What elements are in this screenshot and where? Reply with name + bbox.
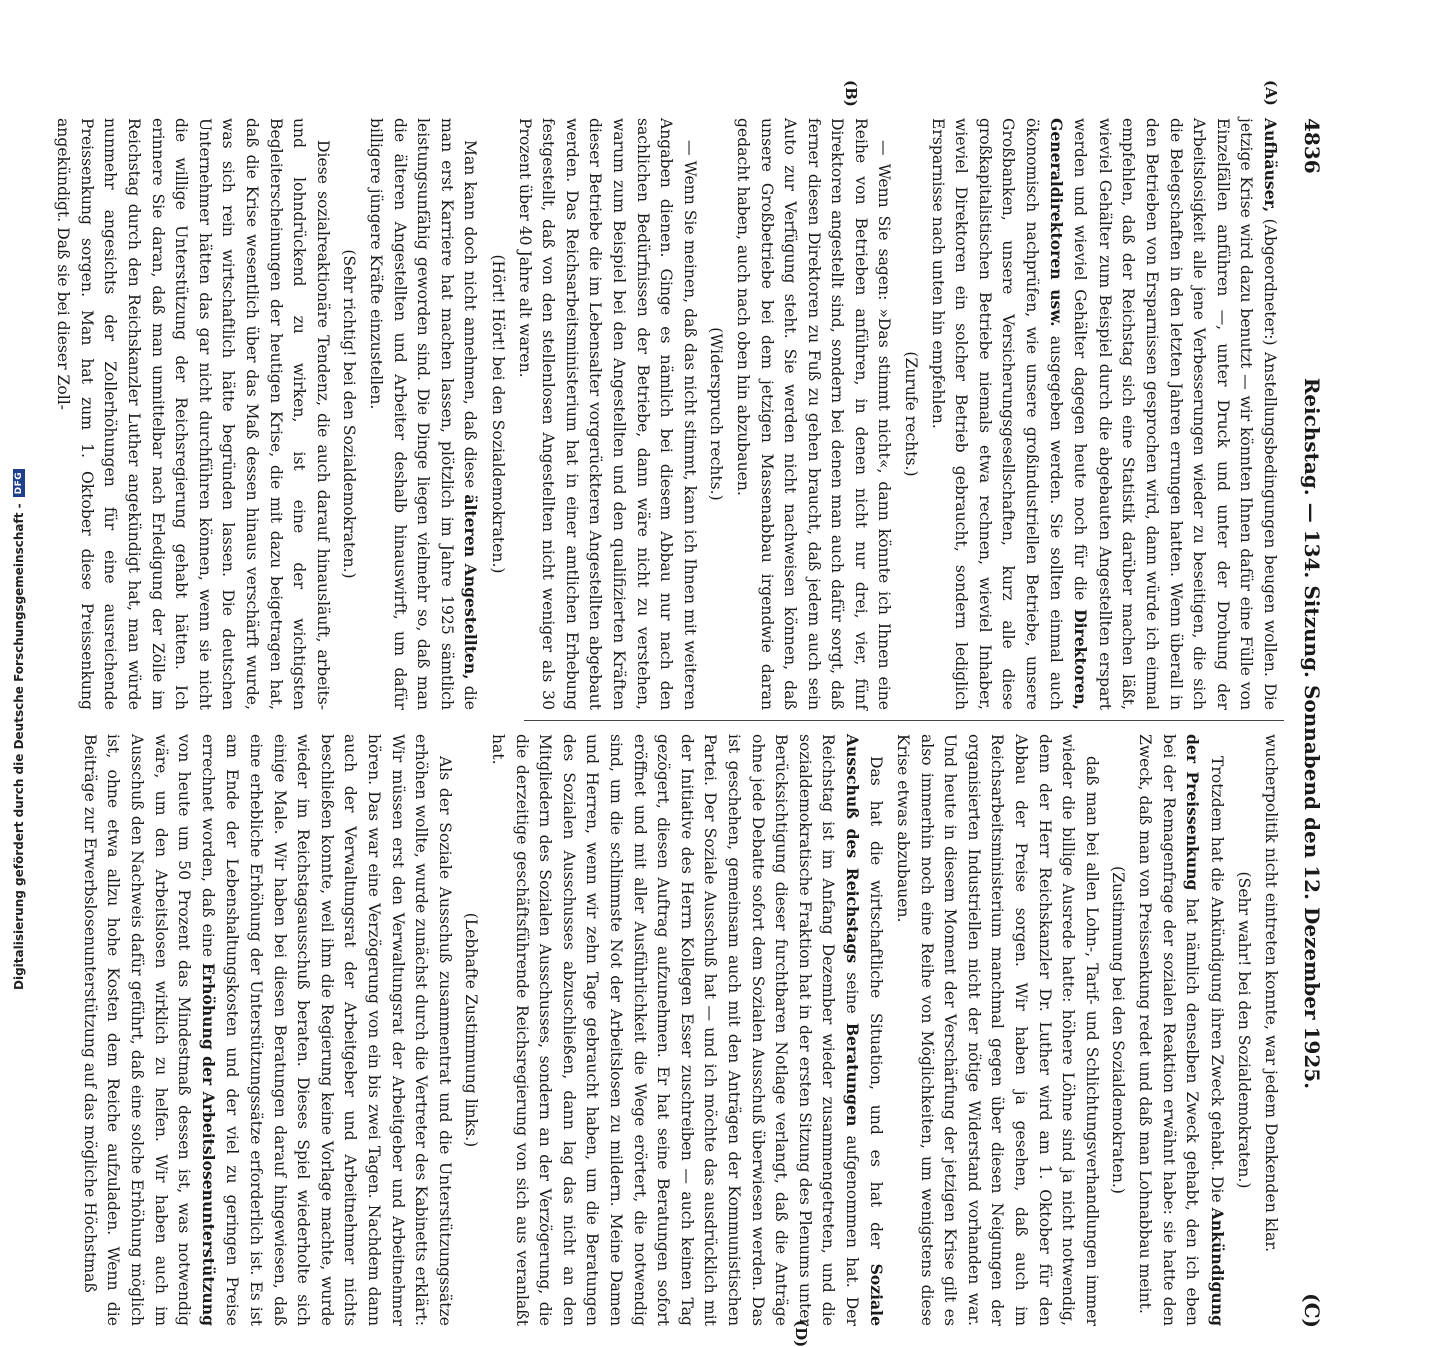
text-run: aufgenommen hat. Der Reichstag ist im Anfang Dezember wieder zusammengetreten, und die sozialdemokratische Fraktion hat in der ersten Sitzung des Plenums unter Berücksichtigung dieser furchtbaren Notlage verlangt, daß die Anträge ohne jede Debatte sofort dem Sozialen Ausschuß überwiesen werden. Das ist geschehen, gemeinsam auch mit den Anträgen der Kommunistischen Partei. Der Soziale Ausschuß hat — und ich möchte das ausdrücklich mit der Initiative des Herrn Kollegen Esser zuschreiben — auch keinen Tag gezögert, diesen Auftrag aufzunehmen. Er hat seine Beratungen sofort eröffnet und mit aller Ausführlichkeit die Wege erörtert, die notwendig sind, um die schlimmste Not der Arbeitslosen zu mildern. Meine Damen und Herren, wenn wir zehn Tage gebraucht haben, um die Beratungen des Sozialen Ausschusses abzuschließen, dann lag das nicht an den Mitgliedern des Sozialen Ausschusses, sondern an der Verzögerung, die die derzeitige geschäftsführende Reichsregierung von sich aus veranlaßt hat.: [489, 734, 861, 1326]
text-run: Als der Soziale Ausschuß zusammentrat und die Unterstützungssätze erhöhen wollte, wurde zunächst durch die Vertreter des Kabinetts erklärt: Wir müssen erst den Verwaltungsrat der Arbeitgeber und Arbeitnehmer hören. Das war eine Verzögerung von ein bis zwei Tagen. Nachdem dann auch der Verwaltungsrat der Arbeitgeber und Arbeitnehmer nichts beschließen konnte, weil ihm die Regierung keine Vorlage machte, wurde wieder im Reichstagsausschuß beraten. Dieses Spiel wiederholte sich einige Male. Wir haben bei diesen Beratungen darauf hingewiesen, daß eine erhebliche Erhöhung der Unterstützungssätze erforderlich ist. Es ist am Ende der Lebenshaltungskosten und der viel zu geringen Preise errechnet worden, daß eine: [198, 734, 454, 1326]
paragraph: [1132, 734, 1228, 1326]
text-run: Man kann doch nicht annehmen, daß diese: [461, 140, 480, 489]
bold-run: Direktoren, Generaldirektoren usw.: [1046, 118, 1091, 710]
margin-mark-d: (D): [792, 1320, 810, 1347]
interjection: (Lebhafte Zustimmung links.): [462, 912, 481, 1148]
paragraph: Aufhäuser, (Abgeordneter:) Anstellungsbedingungen beugen wollen. Die jetzige Krise wird dazu benutzt — wir könnten Ihnen dafür eine Fülle von Einzelfällen anführen —, unter Druck und unter der Drohung der Arbeitslosigkeit alle jene Verbesserungen wieder zu beseitigen, die sich die Belegschaften in den letzten Jahren errungen hatten. Wenn überall in den Betrieben von Ersparnissen gesprochen wird, dann würde ich einmal empfehlen, daß der Reichstag sich eine Statistik darüber machen läßt, wieviel Gehälter zum Beispiel durch die abgebauten Angestellten erspart werden und wieviel Gehälter dagegen heute noch für die Direktoren, Generaldirektoren usw. ausgegeben werden. Sie sollten einmal auch ökonomisch nachprüfen, wie unsere großindustriellen Betriebe, unsere Großbanken, unsere Versicherungsgesellschaften, kurz alle diese großkapitalistischen Betriebe niemals etwa rechnen, wieviel Inhaber, wieviel Direktoren ein solcher Betrieb gebraucht, sondern lediglich Ersparnisse nach unten hin empfehlen.: [928, 118, 1280, 710]
paragraph: [77, 734, 456, 1326]
dfg-logo: DFG: [13, 469, 25, 498]
text-run: Das hat die wirtschaftliche Situation, und es hat der: [867, 756, 886, 1249]
left-column: [54, 118, 1282, 710]
text-run: die man erst Karriere hat machen lassen, plötzlich im Jahre 1925 sämtlich leistungsunfähig geworden sind. Die Dinge liegen vielmehr so, daß man die älteren Angestellten und Arbeiter deshalb hinauswirft, um dafür billigere jüngere Kräfte einzustellen.: [367, 118, 480, 710]
interjection: (Hört! Hört! bei den Sozialdemokraten.): [489, 254, 507, 574]
text-run: seine: [842, 972, 861, 1014]
page-number: 4836: [1300, 118, 1324, 174]
page-header: [1292, 118, 1324, 1328]
rotated-page: [54, 80, 1330, 1347]
bold-run: Erhöhung der Arbeitslosenunterstützung: [198, 963, 218, 1326]
bold-run: Soziale Ausschuß des Reichstags: [842, 734, 887, 1326]
paragraph: — Wenn Sie sagen: »Das stimmt nicht«, dann könnte ich Ihnen eine Reihe von Betrieben anführen, in denen nicht nur drei, vier, fünf Direktoren angestellt sind, sondern bei denen man auch dafür sorgt, daß ferner diesen Direktoren zu Fuß zu gehen braucht, daß jedem auch sein Auto zur Verfügung steht. Sie werden nicht nachweisen können, daß unsere Großbetriebe bei dem jetzigen Massenabbau irgendwie daran gedacht haben, auch nach oben hin abzubauen.: [733, 118, 894, 710]
speaker-role: Abgeordneter:: [1261, 224, 1279, 340]
text-run: hat nämlich denselben Zweck gehabt, den ich eben bei der Remagenfrage der sozialen Reaktion erwähnt habe: sie hatte den Zweck, daß man von Preissenkung redet und daß man Lohnabbau meint.: [1136, 734, 1202, 1326]
margin-mark-a: (A): [1262, 80, 1280, 106]
bold-run: Beratungen: [842, 1022, 862, 1127]
bold-run: älteren Angestellten,: [461, 494, 481, 680]
credit-line: [12, 469, 26, 990]
interjection: (Sehr wahr! bei den Sozialdemokraten.): [1235, 871, 1254, 1189]
interjection: (Zustimmung bei den Sozialdemokraten.): [1109, 866, 1128, 1194]
interjection: (Zurufe rechts.): [902, 351, 921, 477]
paragraph: [363, 118, 482, 710]
interjection: (Widerspruch rechts.): [707, 327, 726, 501]
credit-text: Digitalisierung gefördert durch die Deutsche Forschungsgemeinschaft -: [12, 503, 26, 990]
text-run: von heute um 50 Prozent das Mindestmaß dessen ist, was notwendig wäre, um den Arbeitslosen wirklich zu helfen. Wir haben auch im Ausschuß den Nachweis dafür geführt, daß eine solche Erhöhung möglich ist, ohne etwa allzu hohe Kosten dem Reiche aufzuladen. Wenn die Beiträge zur Erwerbslosenunterstützung auf das mögliche Höchstmaß: [80, 734, 194, 1326]
credit-strip: [0, 0, 24, 1000]
right-column: [80, 734, 1282, 1326]
margin-mark-b: (B): [842, 80, 860, 107]
paragraph: Diese sozialreaktionäre Tendenz, die auch darauf hinausläuft, arbeits- und lohndrückend zu wirken, ist eine der wichtigsten Begleiterscheinungen der heutigen Krise, die mit dazu beigetragen hat, daß die Krise wesentlich über das Maß dessen hinaus verschärft wurde, was sich rein wirtschaftlich hätte begründen lassen. Die deutschen Unternehmer hätten das gar nicht durchführen können, wenn sie nicht die willige Unterstützung der Reichsregierung gehabt hätten. Ich erinnere Sie daran, daß man unmittelbar nach Erledigung der Zölle im Reichstag durch den Reichskanzler Luther angekündigt hat, man würde nunmehr angesichts der Zollerhöhungen für eine ausreichende Preissenkung sorgen. Man hat zum 1. Oktober diese Preissenkung angekündigt. Daß sie bei dieser Zoll-: [54, 118, 332, 710]
paragraph: [485, 734, 888, 1326]
column-divider: [524, 720, 1284, 721]
page-title: Reichstag. — 134. Sitzung. Sonnabend den 12. Dezember 1925.: [1300, 377, 1324, 1090]
text-run: ausgegeben werden. Sie sollten einmal auch ökonomisch nachprüfen, wie unsere großindustriellen Betriebe, unsere Großbanken, unsere Versicherungsgesellschaften, kurz alle diese großkapitalistischen Betriebe niemals etwa rechnen, wieviel Inhaber, wieviel Direktoren ein solcher Betrieb gebraucht, sondern lediglich Ersparnisse nach unten hin empfehlen.: [928, 118, 1065, 710]
text-run: Trotzdem hat die Ankündigung ihren Zweck gehabt. Die: [1207, 756, 1226, 1203]
paragraph: wucherpolitik nicht eintreten konnte, war jedem Denkenden klar.: [1262, 734, 1280, 1253]
text-run: Anstellungsbedingungen beugen wollen. Die jetzige Krise wird dazu benutzt — wir könnten Ihnen dafür eine Fülle von Einzelfällen anführen —, unter Druck und unter der Drohung der Arbeitslosigkeit alle jene Verbesserungen wieder zu beseitigen, die sich die Belegschaften in den letzten Jahren errungen hatten. Wenn überall in den Betrieben von Ersparnissen gesprochen wird, dann würde ich einmal empfehlen, daß der Reichstag sich eine Statistik darüber machen läßt, wieviel Gehälter zum Beispiel durch die abgebauten Angestellten erspart werden und wieviel Gehälter dagegen heute noch für die: [1071, 118, 1279, 710]
paragraph: — Wenn Sie meinen, daß das nicht stimmt, kann ich Ihnen mit weiteren Angaben dienen. Ginge es nämlich bei diesem Abbau nur nach den sachlichen Bedürfnissen der Betriebe, dann wäre nicht zu verstehen, warum zum Beispiel bei den Angestellten und den qualifizierten Kräften dieser Betriebe die im Lebensalter vorgerückteren Angestellten abgebaut werden. Das Reichsarbeitsministerium hat in einer amtlichen Erhebung festgestellt, daß von den stellenlosen Angestellten nicht weniger als 30 Prozent über 40 Jahre alt waren.: [515, 118, 699, 710]
speaker-name: Aufhäuser,: [1261, 118, 1280, 213]
interjection: (Sehr richtig! bei den Sozialdemokraten.): [340, 249, 359, 579]
paragraph: daß man bei allen Lohn-, Tarif- und Schlichtungsverhandlungen immer wieder die billige Ausrede hatte: höhere Löhne sind ja nicht notwendig, denn der Herr Reichskanzler Dr. Luther wird am 1. Oktober für den Abbau der Preise sorgen. Wir haben ja gesehen, daß auch im Reichsarbeitsministerium manchmal gegen über diesen Neigungen der organisierten Industriellen nicht der nötige Widerstand vorhanden war. Und heute in diesem Moment der Verschärfung der jetzigen Krise gilt es also immerhin noch eine Reihe von Möglichkeiten, um wenigstens diese Krise etwas abzubauen.: [894, 734, 1101, 1326]
margin-mark-c: (C): [1300, 1293, 1324, 1328]
bold-run: Ankündigung der Preissenkung: [1183, 734, 1227, 1326]
